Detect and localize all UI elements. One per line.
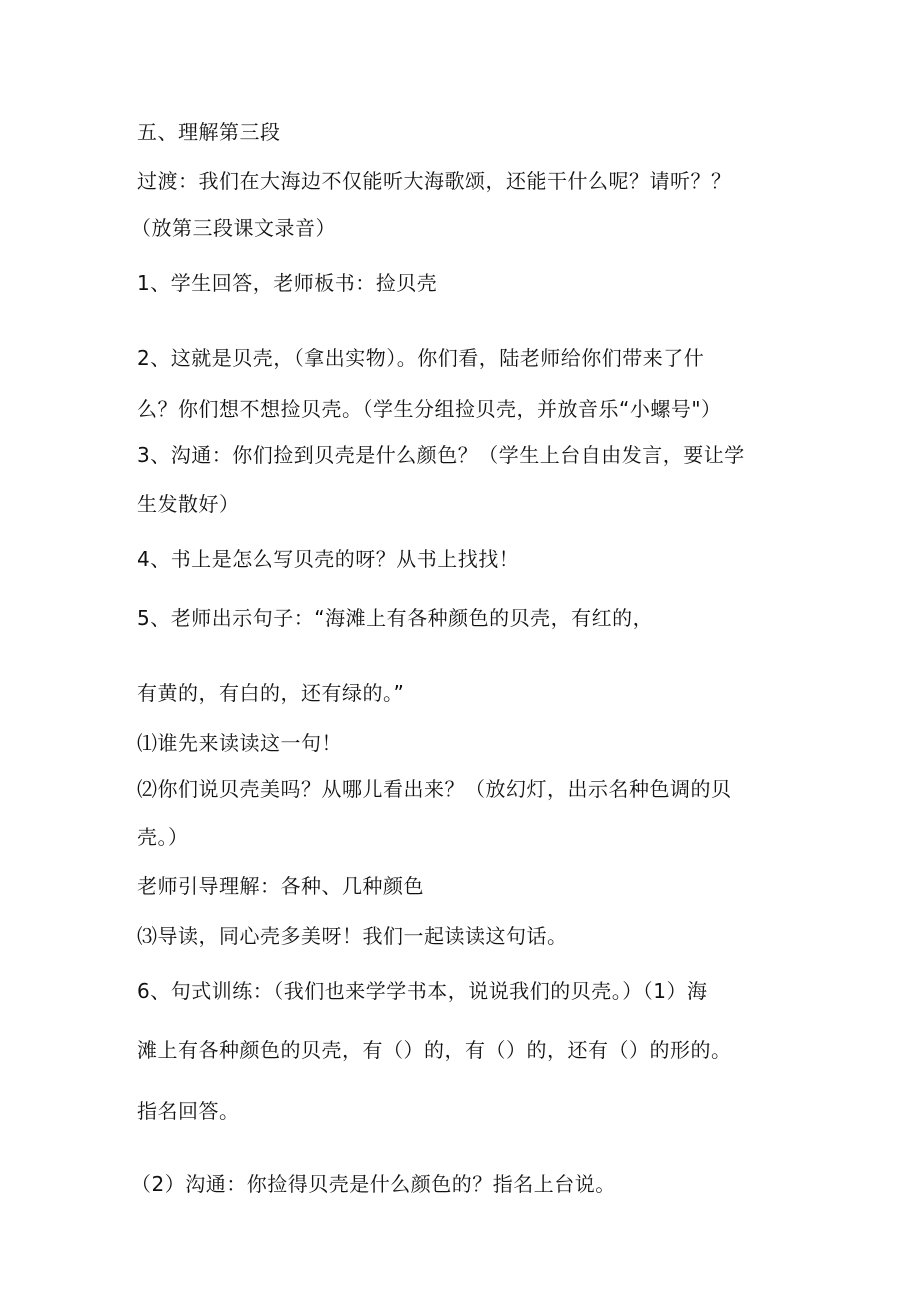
text-line: 过渡：我们在大海边不仅能听大海歌颂，还能干什么呢？请听？？ xyxy=(137,169,732,193)
sub-item: ⑴谁先来读读这一句！ xyxy=(137,731,342,755)
text-line: （放第三段课文录音） xyxy=(131,216,336,240)
text-line: 生发散好） xyxy=(137,492,240,516)
list-item: 1、学生回答，老师板书：捡贝壳 xyxy=(137,271,438,295)
section-heading: 五、理解第三段 xyxy=(137,120,281,144)
text-line: 有黄的，有白的，还有绿的。” xyxy=(137,681,405,705)
text-line: 壳。） xyxy=(137,825,189,849)
list-item: 5、老师出示句子：“海滩上有各种颜色的贝壳，有红的， xyxy=(137,606,654,630)
sub-item: （2）沟通：你捡得贝壳是什么颜色的？指名上台说。 xyxy=(131,1172,616,1196)
list-item: 3、沟通：你们捡到贝壳是什么颜色？（学生上台自由发言，要让学 xyxy=(137,443,745,467)
text-line: 指名回答。 xyxy=(137,1099,240,1123)
list-item: 6、句式训练：（我们也来学学书本，说说我们的贝壳。）（1）海 xyxy=(137,979,708,1003)
sub-item: ⑶导读，同心壳多美呀！我们一起读读这句话。 xyxy=(137,924,568,948)
text-line: 么？你们想不想捡贝壳。（学生分组捡贝壳，并放音乐“小螺号"） xyxy=(137,397,722,421)
sub-item: ⑵你们说贝壳美吗？从哪儿看出来？（放幻灯，出示名种色调的贝 xyxy=(137,777,732,801)
text-line: 滩上有各种颜色的贝壳，有（）的，有（）的，还有（）的形的。 xyxy=(137,1038,732,1062)
list-item: 4、书上是怎么写贝壳的呀？从书上找找！ xyxy=(137,547,520,571)
list-item: 2、这就是贝壳，（拿出实物）。你们看，陆老师给你们带来了什 xyxy=(137,346,705,370)
text-line: 老师引导理解：各种、几种颜色 xyxy=(137,874,424,898)
